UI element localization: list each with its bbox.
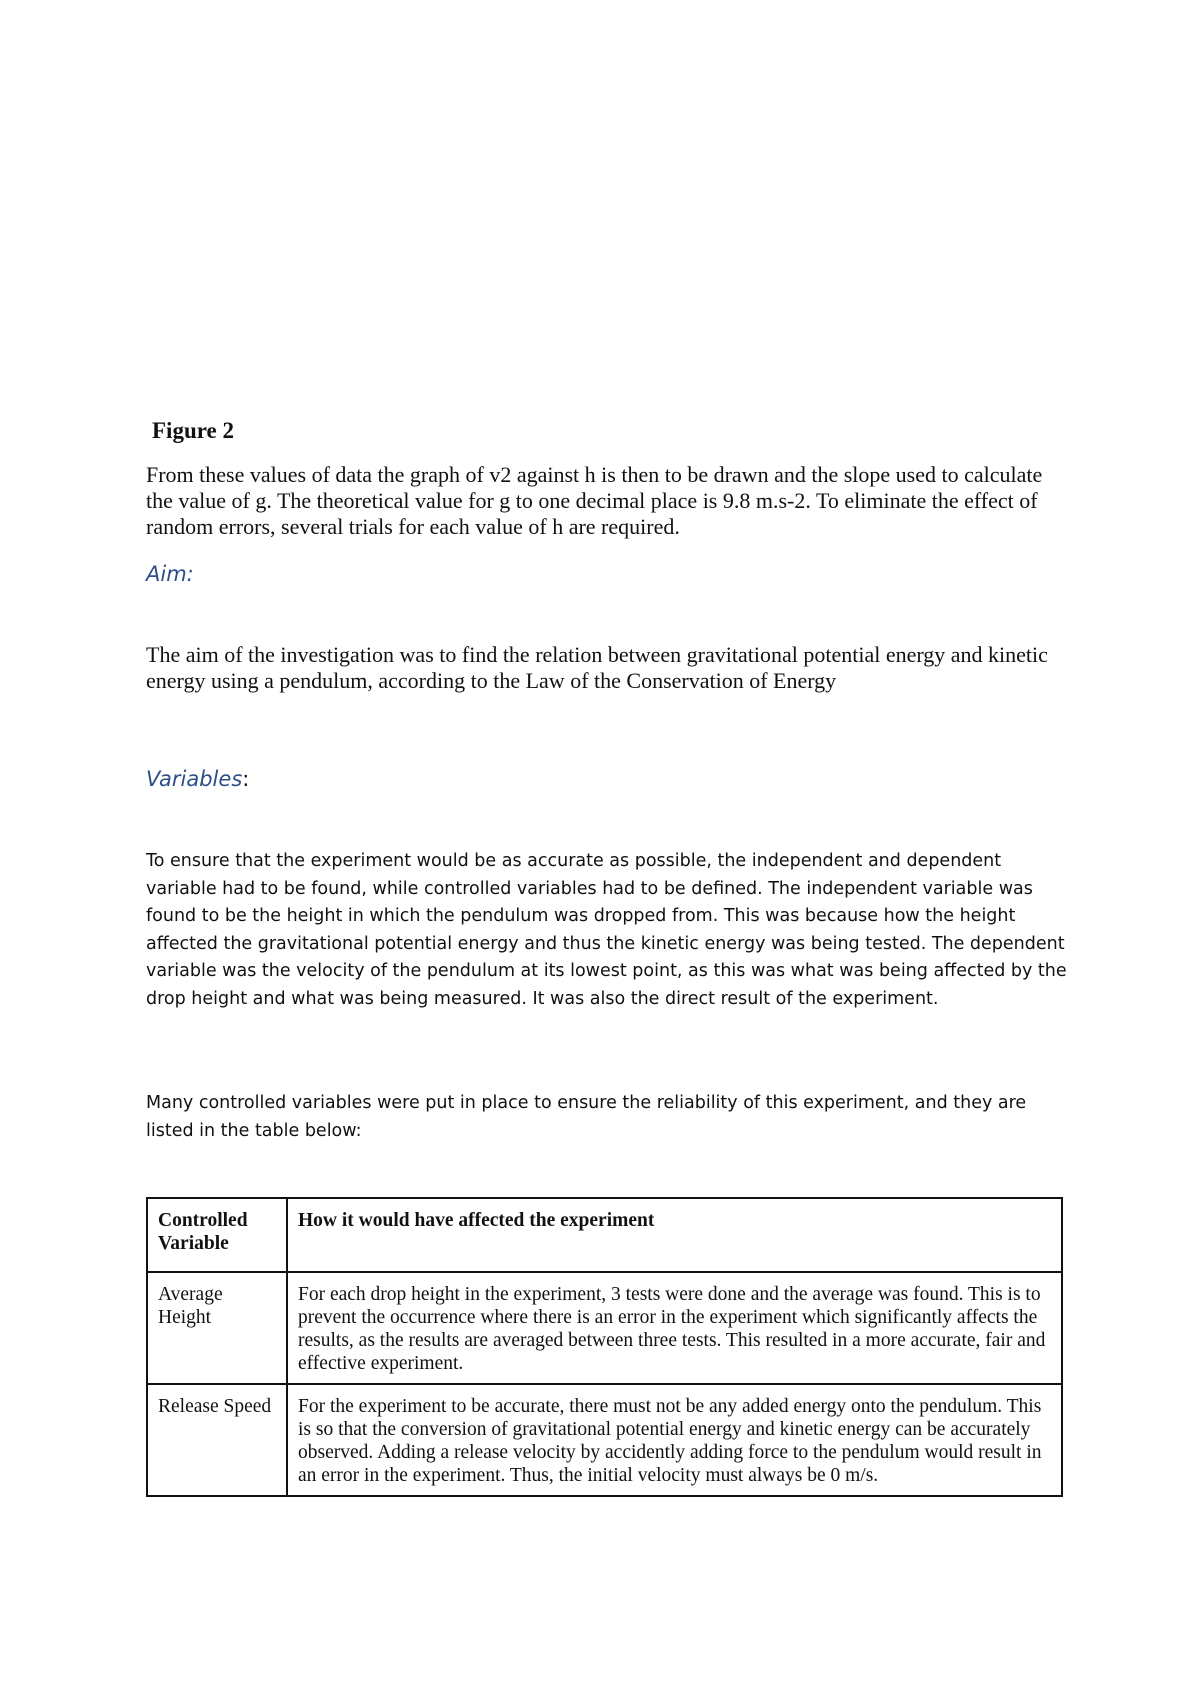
figure-caption: Figure 2 <box>152 418 234 443</box>
table-header-row <box>147 1198 1062 1272</box>
intro-paragraph: From these values of data the graph of v2 against h is then to be drawn and the slope used to calculate the value of g. The theoretical value for g to one decimal place is 9.8 m.s-2. To eliminate the effect of random errors, several trials for each value of h are required. <box>146 462 1043 539</box>
aim-heading: Aim: <box>146 562 194 586</box>
table-row <box>147 1272 1062 1384</box>
controlled-variables-table <box>146 1197 1063 1497</box>
table-header-variable: Controlled Variable <box>147 1198 287 1272</box>
table-cell-effect: For each drop height in the experiment, 3 tests were done and the average was found. This is to prevent the occurrence where there is an error in the experiment which significantly affects the results, as the results are averaged between three tests. This resulted in a more accurate, fair and effective experiment. <box>287 1272 1062 1384</box>
aim-paragraph: The aim of the investigation was to find the relation between gravitational potential energy and kinetic energy using a pendulum, according to the Law of the Conservation of Energy <box>146 642 1048 693</box>
table-header-effect: How it would have affected the experiment <box>287 1198 1062 1272</box>
variables-paragraph: To ensure that the experiment would be as accurate as possible, the independent and dependent variable had to be found, while controlled variables had to be defined. The independent variable was found to be the height in which the pendulum was dropped from. This was because how the height affected the gravitational potential energy and thus the kinetic energy was being tested. The dependent variable was the velocity of the pendulum at its lowest point, as this was what was being affected by the drop height and what was being measured. It was also the direct result of the experiment. <box>146 851 1067 1009</box>
controlled-intro-paragraph: Many controlled variables were put in place to ensure the reliability of this experiment, and they are listed in the table below: <box>146 1093 1027 1141</box>
table-cell-variable: Average Height <box>147 1272 287 1384</box>
variables-heading <box>146 767 249 791</box>
table-row <box>147 1384 1062 1496</box>
variables-heading-label: Variables <box>146 767 243 791</box>
variables-heading-colon: : <box>242 767 250 791</box>
table-cell-variable: Release Speed <box>147 1384 287 1496</box>
table-cell-effect: For the experiment to be accurate, there must not be any added energy onto the pendulum. This is so that the conversion of gravitational potential energy and kinetic energy can be accurately observed. Adding a release velocity by accidently adding force to the pendulum would result in an error in the experiment. Thus, the initial velocity must always be 0 m/s. <box>287 1384 1062 1496</box>
